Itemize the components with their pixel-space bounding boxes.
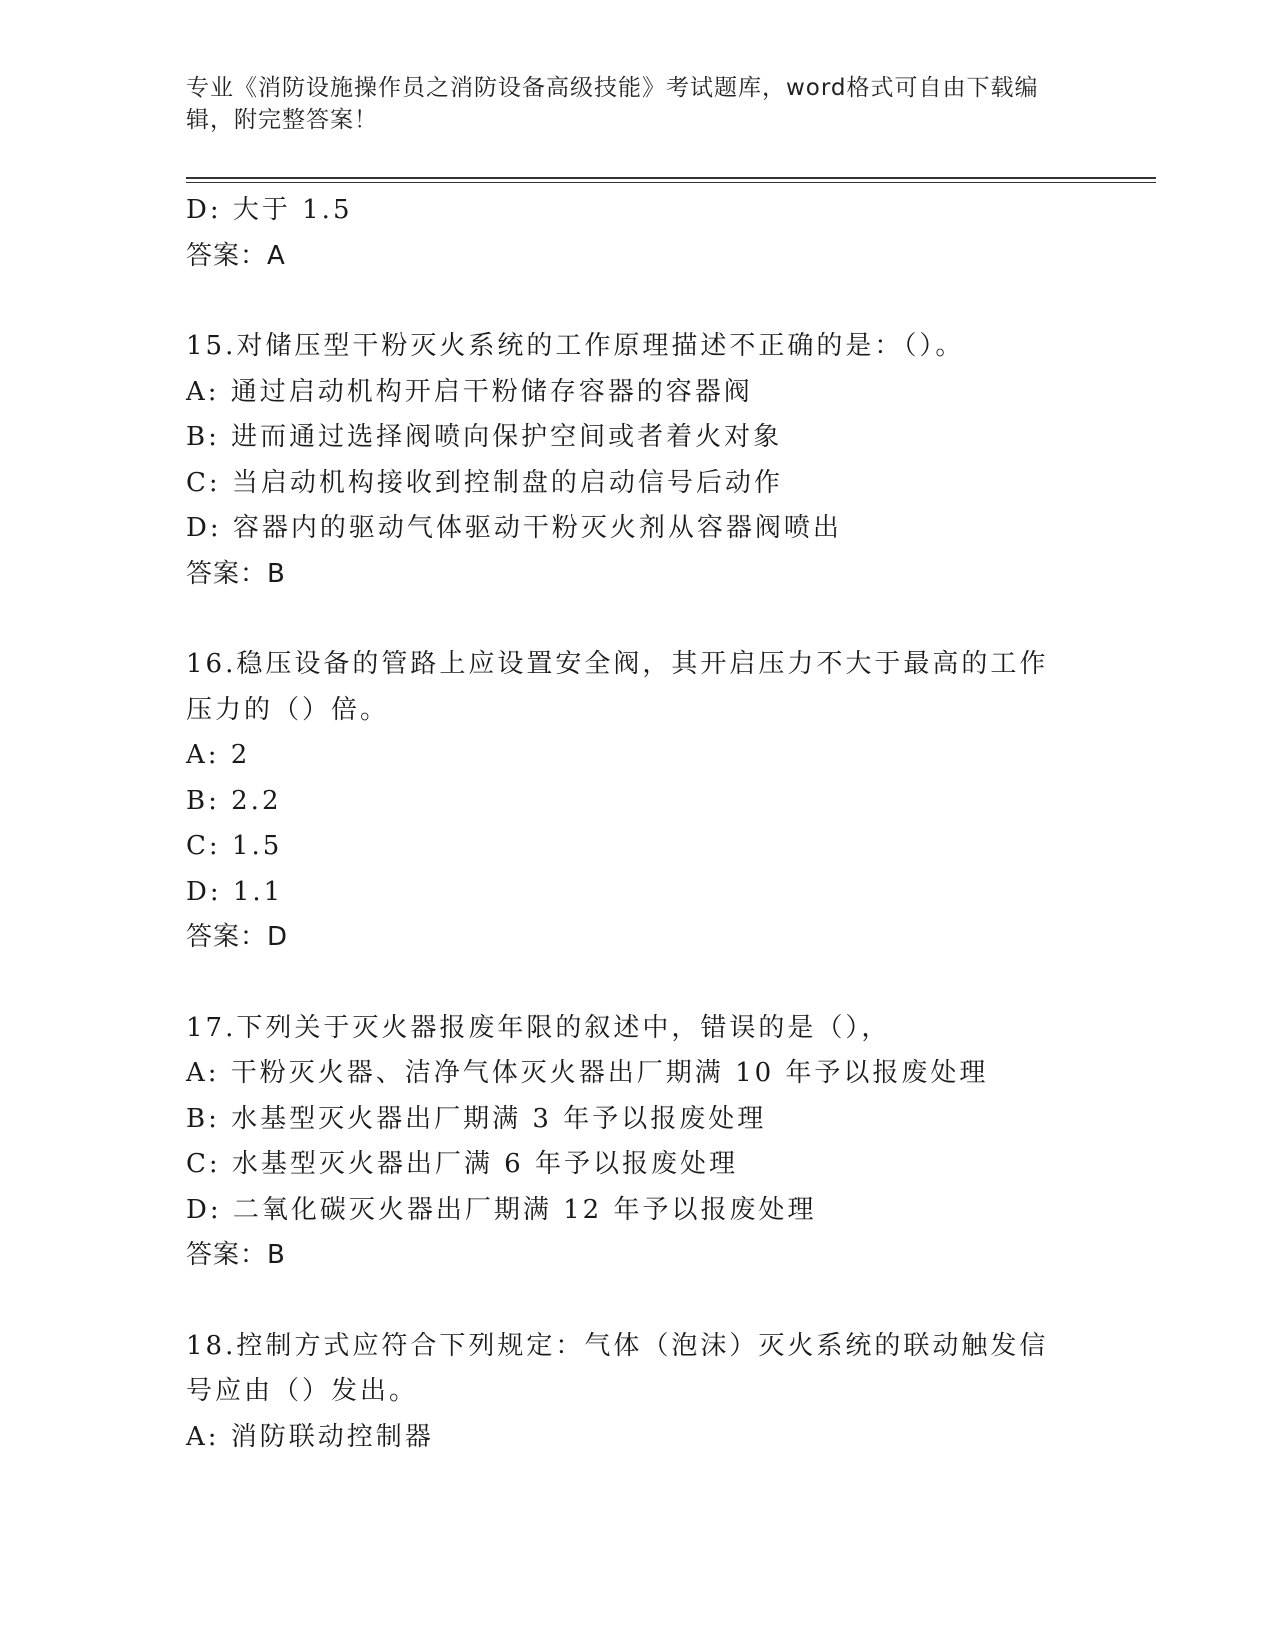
answer-line: 答案：A (186, 240, 286, 271)
option-a: A: 2 (186, 740, 251, 770)
option-a: A: 干粉灭火器、洁净气体灭火器出厂期满 10 年予以报废处理 (186, 1058, 989, 1088)
option-b: B: 水基型灭火器出厂期满 3 年予以报废处理 (186, 1103, 767, 1134)
option-d: D: 1.1 (186, 876, 284, 907)
question-stem-15: 15.对储压型干粉灭火系统的工作原理描述不正确的是：（）。 (186, 331, 965, 361)
option-b: B: 2.2 (186, 785, 282, 816)
option-a: A: 通过启动机构开启干粉储存容器的容器阀 (186, 376, 753, 407)
option-c: C: 当启动机构接收到控制盘的启动信号后动作 (186, 467, 783, 498)
question-stem-17: 17.下列关于灭火器报废年限的叙述中，错误的是（）， (186, 1012, 891, 1043)
header-note: 专业《消防设施操作员之消防设备高级技能》考试题库，word格式可自由下载编辑，附完整答案！ (186, 75, 1039, 133)
question-stem-16: 16.稳压设备的管路上应设置安全阀，其开启压力不大于最高的工作压力的（）倍。 (186, 649, 1049, 725)
answer-line: 答案：B (186, 1240, 286, 1270)
option-b: B: 进而通过选择阀喷向保护空间或者着火对象 (186, 422, 783, 452)
option-a: A: 消防联动控制器 (186, 1421, 434, 1452)
answer-line: 答案：B (186, 558, 286, 589)
option-c: C: 1.5 (186, 831, 283, 861)
header-divider-thin (186, 182, 1156, 183)
header-divider-thick (186, 177, 1156, 179)
question-content (186, 188, 1086, 1460)
option-d: D: 二氧化碳灭火器出厂期满 12 年予以报废处理 (186, 1194, 817, 1225)
question-stem-18: 18.控制方式应符合下列规定：气体（泡沫）灭火系统的联动触发信号应由（）发出。 (186, 1330, 1049, 1406)
option-c: C: 水基型灭火器出厂满 6 年予以报废处理 (186, 1149, 738, 1179)
answer-line: 答案：D (186, 922, 289, 952)
option-d: D: 容器内的驱动气体驱动干粉灭火剂从容器阀喷出 (186, 513, 842, 543)
option-d: D: 大于 1.5 (186, 195, 353, 225)
